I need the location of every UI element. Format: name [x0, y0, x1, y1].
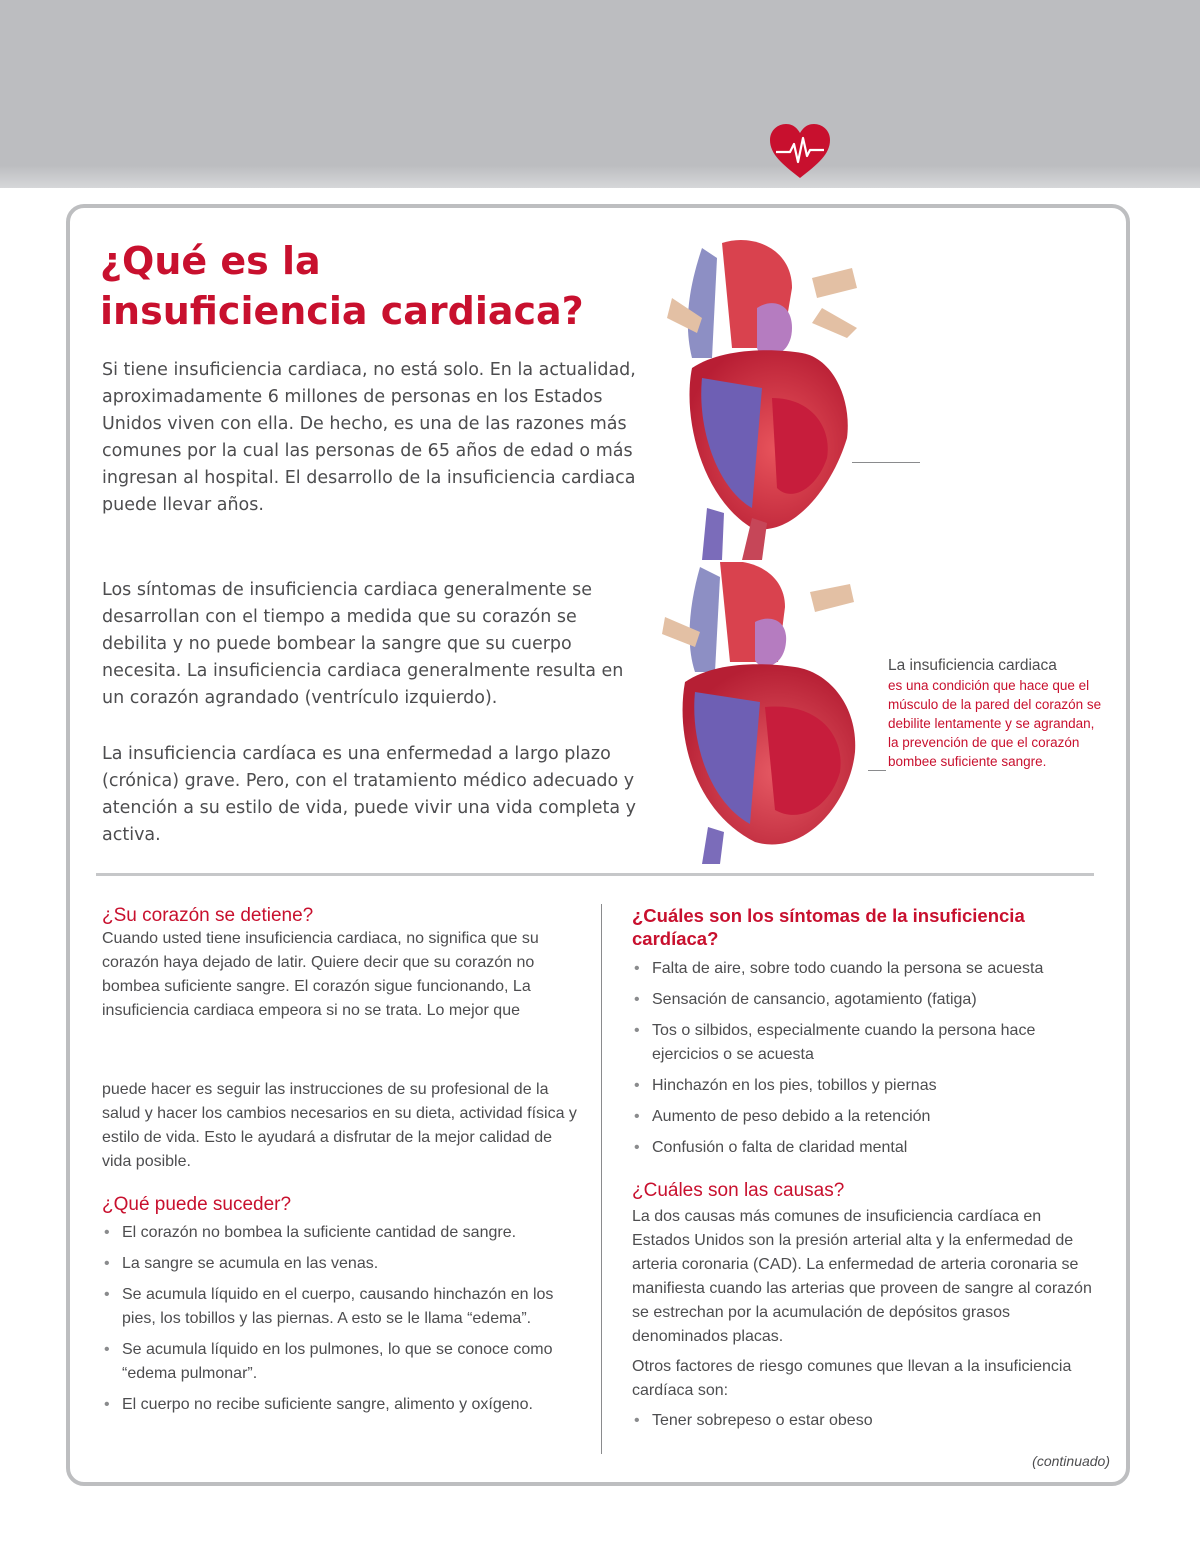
continued-label: (continuado) — [1032, 1453, 1110, 1469]
heart-stop-heading: ¿Su corazón se detiene? — [102, 905, 314, 926]
column-divider — [601, 904, 602, 1454]
page-title — [100, 236, 660, 336]
causes-heading: ¿Cuáles son las causas? — [632, 1180, 845, 1201]
callout-line-1 — [852, 462, 920, 463]
symptoms-list — [632, 957, 1102, 1160]
list-item: • El cuerpo no recibe suficiente sangre, alimento y oxígeno. — [102, 1393, 580, 1417]
list-item: • La sangre se acumula en las venas. — [102, 1252, 580, 1276]
list-item: • Falta de aire, sobre todo cuando la persona se acuesta — [632, 957, 1102, 981]
list-item: • Tos o silbidos, especialmente cuando la persona hace ejercicios o se acuesta — [632, 1019, 1102, 1067]
intro-paragraph-1: Si tiene insuficiencia cardiaca, no está solo. En la actualidad, aproximadamente 6 millones de personas en los Estados Unidos viven con ella. De hecho, es una de las razones más comunes por la cual las personas de 65 años de edad o más ingresan al hospital. El desarrollo de la insuficiencia cardiaca puede llevar años. — [102, 360, 636, 515]
causes-paragraph-2: Otros factores de riesgo comunes que llevan a la insuficiencia cardíaca son: — [632, 1358, 1072, 1399]
heart-failure-callout — [888, 656, 1103, 771]
intro-paragraph-3: La insuficiencia cardíaca es una enfermedad a largo plazo (crónica) grave. Pero, con el tratamiento médico adecuado y atención a su estilo de vida, puede vivir una vida completa y activa. — [102, 744, 636, 845]
title-line-2: insuficiencia cardiaca? — [100, 289, 584, 333]
symptoms-heading: ¿Cuáles son los síntomas de la insuficiencia cardíaca? — [632, 905, 1025, 949]
list-item: • Aumento de peso debido a la retención — [632, 1105, 1102, 1129]
list-item: • Hinchazón en los pies, tobillos y piernas — [632, 1074, 1102, 1098]
risk-factors-list — [632, 1409, 1102, 1433]
callout-text: es una condición que hace que el músculo de la pared del corazón se debilite lentamente y se agrandan, la prevención de que el corazón bombee suficiente sangre. — [888, 678, 1102, 769]
list-item: • Sensación de cansancio, agotamiento (fatiga) — [632, 988, 1102, 1012]
list-item: • Se acumula líquido en el cuerpo, causando hinchazón en los pies, los tobillos y las piernas. A esto se le llama “edema”. — [102, 1283, 580, 1331]
heart-stop-paragraph-1: Cuando usted tiene insuficiencia cardiaca, no significa que su corazón haya dejado de latir. Quiere decir que su corazón no bombea suficiente sangre. El corazón sigue funcionando, La insuficiencia cardiaca empeora si no se trata. Lo mejor que — [102, 930, 539, 1019]
right-column — [632, 904, 1102, 1440]
causes-paragraph-1: La dos causas más comunes de insuficiencia cardíaca en Estados Unidos son la presión arterial alta y la enfermedad de arteria coronaria (CAD). La enfermedad de arteria coronaria se manifiesta cuando las arterias que proveen de sangre al corazón se estrechan por la acumulación de depósitos grasos denominados placas. — [632, 1208, 1092, 1345]
list-item: • Confusión o falta de claridad mental — [632, 1136, 1102, 1160]
list-item: • Tener sobrepeso o estar obeso — [632, 1409, 1102, 1433]
normal-heart-illustration — [662, 238, 862, 560]
enlarged-heart-illustration — [660, 562, 860, 864]
heart-pulse-icon — [768, 122, 832, 182]
header-band — [0, 0, 1200, 188]
callout-title: La insuficiencia cardiaca — [888, 657, 1057, 674]
section-divider — [96, 873, 1094, 876]
callout-line-2 — [868, 770, 886, 771]
what-happens-heading: ¿Qué puede suceder? — [102, 1194, 292, 1215]
left-column-continued — [102, 1078, 580, 1424]
left-column — [102, 904, 580, 1023]
what-happens-list — [102, 1221, 580, 1417]
title-line-1: ¿Qué es la — [100, 239, 321, 283]
list-item: • Se acumula líquido en los pulmones, lo que se conoce como “edema pulmonar”. — [102, 1338, 580, 1386]
heart-stop-paragraph-2: puede hacer es seguir las instrucciones de su profesional de la salud y hacer los cambios necesarios en su dieta, actividad física y estilo de vida. Esto le ayudará a disfrutar de la mejor calidad de vida posible. — [102, 1081, 577, 1170]
list-item: • El corazón no bombea la suficiente cantidad de sangre. — [102, 1221, 580, 1245]
intro-paragraph-2: Los síntomas de insuficiencia cardiaca generalmente se desarrollan con el tiempo a medida que su corazón se debilita y no puede bombear la sangre que su cuerpo necesita. La insuficiencia cardiaca generalmente resulta en un corazón agrandado (ventrículo izquierdo). — [102, 580, 624, 708]
